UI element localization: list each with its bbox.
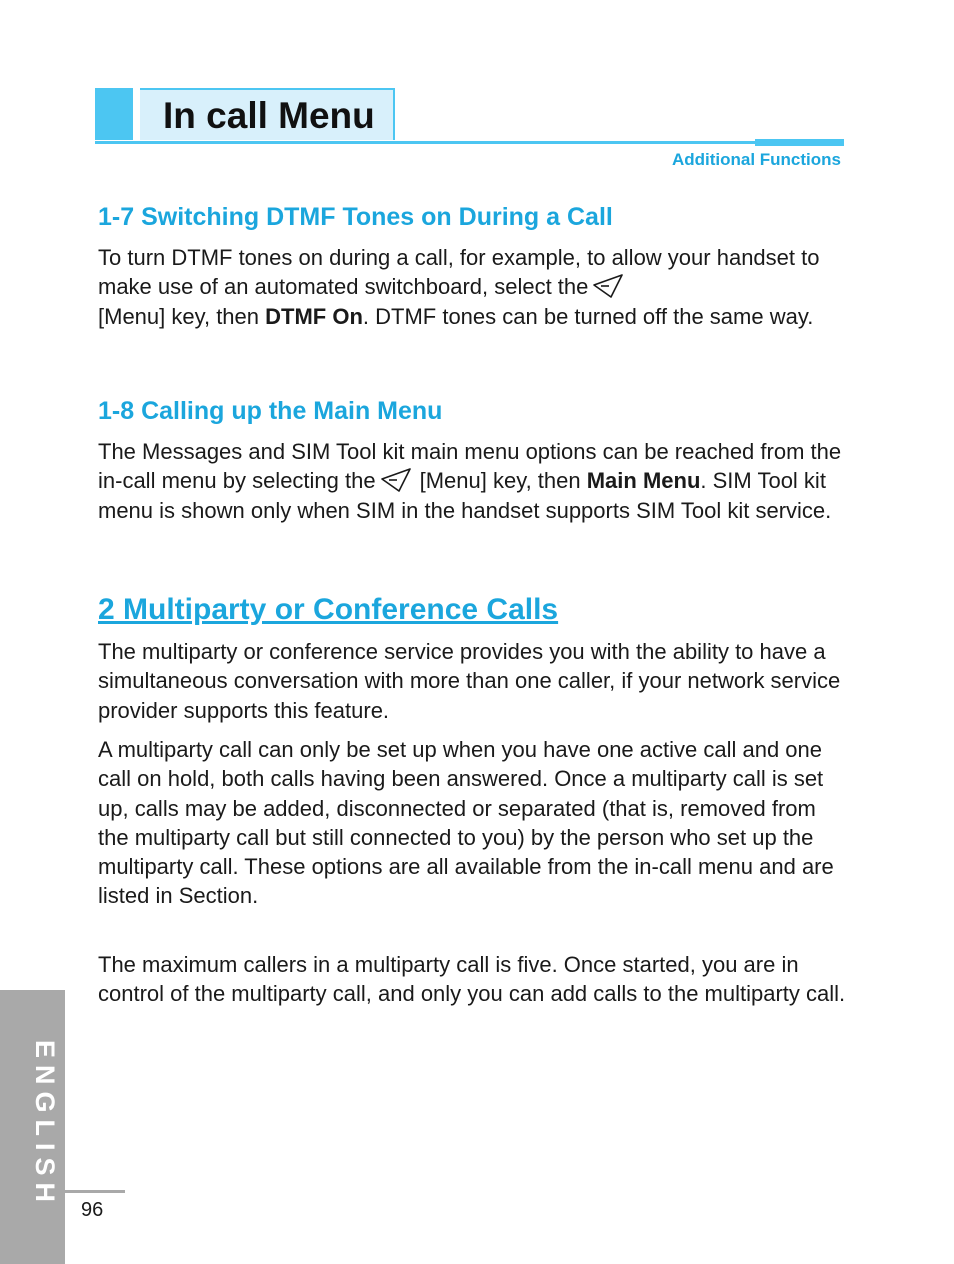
section-label: Additional Functions [671,150,841,169]
text-1-8-part3: . SIM Tool kit menu is shown only when SIM in the handset supports SIM Tool kit service. [98,468,832,523]
language-label: ENGLISH [30,1040,60,1210]
heading-1-8: 1-8 Calling up the Main Menu [98,397,443,425]
text-1-8-part2: [Menu] key, then [419,468,587,494]
text-1-8-part1: The Messages and SIM Tool kit main menu options can be reached from the in-call menu by selecting the [98,439,842,494]
paragraph-2-2: A multiparty call can only be set up when you have one active call and one call on hold, both calls having been answered. Once a multiparty call is set up, calls may be added, disconnected or separated (that is, removed from the multiparty call but still connected to you) by the person who set up the multiparty call. These options are all available from the in-call menu and are listed in Section. [98,737,834,909]
paragraph-2-3: The maximum callers in a multiparty call is five. Once started, you are in control of the multiparty call, and only you can add calls to the multiparty call. [98,952,846,1007]
heading-1-7: 1-7 Switching DTMF Tones on During a Call [98,203,613,231]
paragraph-1-8 [98,437,848,525]
menu-softkey-icon [592,273,626,299]
language-label-wrapper [30,1040,60,1225]
text-1-7-part1: To turn DTMF tones on during a call, for example, to allow your handset to make use of an automated switchboard, select the [98,245,820,300]
page-title: In call Menu [163,95,375,136]
heading-2: 2 Multiparty or Conference Calls [98,593,559,626]
paragraph-1-7 [98,243,848,331]
header-rule-accent [755,139,844,146]
header-rule [95,141,844,144]
text-1-8-bold: Main Menu [586,468,701,494]
text-1-7-part2: [Menu] key, then [98,303,266,329]
text-1-7-part3: . DTMF tones can be turned off the same way. [362,303,814,329]
menu-softkey-icon [380,467,414,493]
header-square-decoration [95,88,136,140]
page-number-rule [65,1190,125,1193]
paragraph-2-1: The multiparty or conference service provides you with the ability to have a simultaneous conversation with more than one caller, if your network service provider supports this feature. [98,639,841,723]
page-number: 96 [81,1199,104,1221]
text-1-7-bold: DTMF On [265,303,363,329]
